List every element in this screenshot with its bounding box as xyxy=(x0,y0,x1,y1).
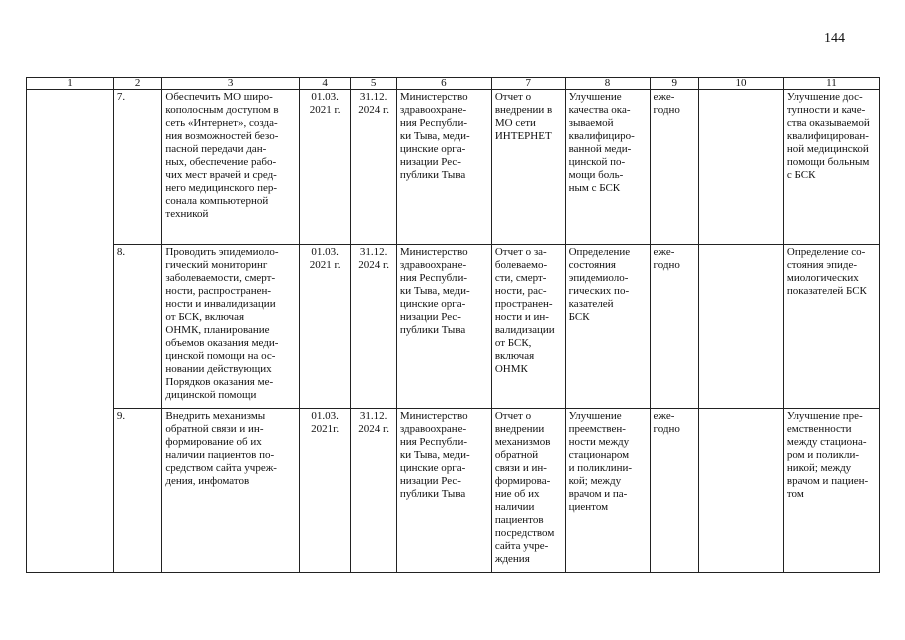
header-cell: 6 xyxy=(396,78,491,90)
report-cell: Отчет о внедрении в МО сети ИНТЕРНЕТ xyxy=(491,90,565,245)
header-cell: 9 xyxy=(650,78,699,90)
row-number: 8. xyxy=(113,245,162,409)
frequency-cell: еже- годно xyxy=(650,90,699,245)
empty-cell xyxy=(699,245,784,409)
result-cell: Улучшение пре- емственности между стациона- ром и поликли- никой; между врачом и пациен- том xyxy=(783,409,879,573)
frequency-cell: еже- годно xyxy=(650,409,699,573)
header-cell: 1 xyxy=(27,78,114,90)
header-row xyxy=(27,78,880,90)
header-cell: 7 xyxy=(491,78,565,90)
measures-table xyxy=(26,77,880,573)
header-cell: 4 xyxy=(299,78,351,90)
end-date-cell: 31.12. 2024 г. xyxy=(351,245,396,409)
header-cell: 11 xyxy=(783,78,879,90)
result-cell: Улучшение дос- тупности и каче- ства оказываемой квалифицирован- ной медицинской помощи больным с БСК xyxy=(783,90,879,245)
executor-cell: Министерство здравоохране- ния Республи- ки Тыва, меди- цинские орга- низации Рес- публики Тыва xyxy=(396,409,491,573)
empty-cell xyxy=(699,409,784,573)
header-cell: 8 xyxy=(565,78,650,90)
start-date-cell: 01.03. 2021 г. xyxy=(299,245,351,409)
page-number: 144 xyxy=(824,31,845,46)
merged-empty-cell xyxy=(27,90,114,573)
header-cell: 5 xyxy=(351,78,396,90)
empty-cell xyxy=(699,90,784,245)
table-row xyxy=(27,90,880,245)
indicator-cell: Улучшение качества ока- зываемой квалифициро- ванной меди- цинской по- мощи боль- ным с БСК xyxy=(565,90,650,245)
action-cell: Внедрить механизмы обратной связи и ин- формирование об их наличии пациентов по- средством сайта учреж- дения, инфоматов xyxy=(162,409,299,573)
indicator-cell: Улучшение преемствен- ности между стационаром и поликлини- кой; между врачом и па- циентом xyxy=(565,409,650,573)
table-row xyxy=(27,245,880,409)
header-cell: 10 xyxy=(699,78,784,90)
report-cell: Отчет о за- болеваемо- сти, смерт- ности, рас- пространен- ности и ин- валидизации от БСК, включая ОНМК xyxy=(491,245,565,409)
start-date-cell: 01.03. 2021г. xyxy=(299,409,351,573)
end-date-cell: 31.12. 2024 г. xyxy=(351,90,396,245)
header-cell: 2 xyxy=(113,78,162,90)
header-cell: 3 xyxy=(162,78,299,90)
executor-cell: Министерство здравоохране- ния Республи- ки Тыва, меди- цинские орга- низации Рес- публики Тыва xyxy=(396,245,491,409)
indicator-cell: Определение состояния эпидемиоло- гических по- казателей БСК xyxy=(565,245,650,409)
frequency-cell: еже- годно xyxy=(650,245,699,409)
result-cell: Определение со- стояния эпиде- миологических показателей БСК xyxy=(783,245,879,409)
table-row xyxy=(27,409,880,573)
start-date-cell: 01.03. 2021 г. xyxy=(299,90,351,245)
row-number: 9. xyxy=(113,409,162,573)
action-cell: Обеспечить МО широ- кополосным доступом в сеть «Интернет», созда- ния возможностей безо- пасной передачи дан- ных, обеспечение рабо- чих мест врачей и сред- него медицинского пер- сонала компьютерной техникой xyxy=(162,90,299,245)
executor-cell: Министерство здравоохране- ния Республи- ки Тыва, меди- цинские орга- низации Рес- публики Тыва xyxy=(396,90,491,245)
end-date-cell: 31.12. 2024 г. xyxy=(351,409,396,573)
action-cell: Проводить эпидемиоло- гический мониторинг заболеваемости, смерт- ности, распространен- ности и инвалидизации от БСК, включая ОНМК, планирование объемов оказания меди- цинской помощи на ос- новании действующих Порядков оказания ме- дицинской помощи xyxy=(162,245,299,409)
row-number: 7. xyxy=(113,90,162,245)
report-cell: Отчет о внедрении механизмов обратной связи и ин- формирова- ние об их наличии пациентов посредством сайта учре- ждения xyxy=(491,409,565,573)
